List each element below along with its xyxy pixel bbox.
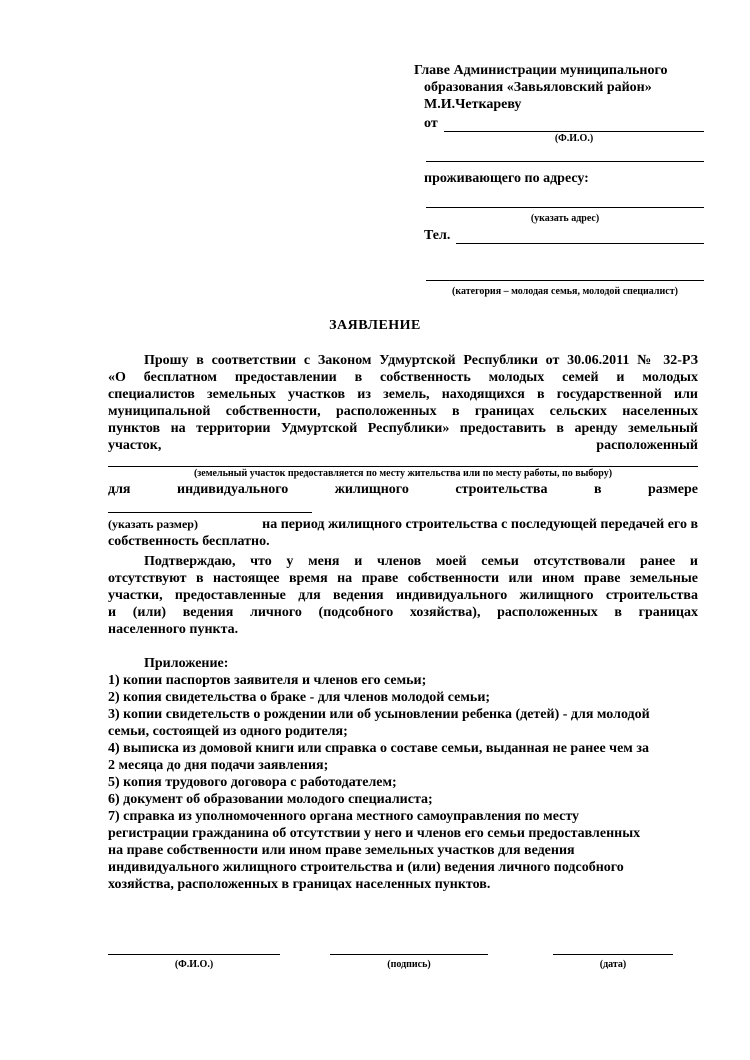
attachment-item: регистрации гражданина об отсутствии у него и членов его семьи предоставленных <box>108 826 641 841</box>
size-line-row <box>108 516 698 533</box>
purpose-word-6: размере <box>648 482 698 497</box>
addressee-line-3: М.И.Четкареву <box>424 97 522 112</box>
request-line-5: пунктов на территории Удмуртской Республики» предоставить в аренду земельный <box>108 421 698 436</box>
attachment-item: 3) копии свидетельств о рождении или об усыновлении ребенка (детей) - для молодой <box>108 707 650 722</box>
purpose-word-5: в <box>593 482 602 497</box>
attachment-label: Приложение: <box>144 656 229 671</box>
attachment-item: на праве собственности или ином праве земельных участков для ведения <box>108 843 575 858</box>
purpose-line <box>108 481 698 498</box>
from-name-field[interactable] <box>444 117 704 132</box>
confirm-line-1: Подтверждаю, что у меня и членов моей семьи отсутствовали ранее и <box>144 554 698 569</box>
document-title: ЗАЯВЛЕНИЕ <box>329 318 421 333</box>
attachment-list <box>108 672 698 893</box>
address-caption: (указать адрес) <box>530 213 600 224</box>
signature-field[interactable] <box>330 940 488 955</box>
attachment-item: 7) справка из уполномоченного органа местного самоуправления по месту <box>108 809 580 824</box>
request-line-6 <box>108 437 698 454</box>
request-line-1: Прошу в соответствии с Законом Удмуртской Республики от 30.06.2011 № 32-РЗ <box>144 353 698 368</box>
attachment-item: 1) копии паспортов заявителя и членов его семьи; <box>108 673 427 688</box>
attachment-item: 2) копия свидетельства о браке - для членов молодой семьи; <box>108 690 491 705</box>
attachment-item: семьи, состоящей из одного родителя; <box>108 724 348 739</box>
date-caption: (дата) <box>599 959 627 970</box>
located-word: расположенный <box>596 438 698 453</box>
confirm-line-5: населенного пункта. <box>108 622 239 637</box>
phone-label: Тел. <box>424 228 451 243</box>
fio-caption: (Ф.И.О.) <box>554 133 594 144</box>
purpose-word-4: строительства <box>455 482 548 497</box>
address-field[interactable] <box>426 193 704 208</box>
size-continuation: на период жилищного строительства с последующей передачей его в <box>262 517 698 532</box>
purpose-word-3: жилищного <box>334 482 409 497</box>
signature-fio-block <box>108 940 280 970</box>
confirmation-paragraph <box>108 553 698 638</box>
attachment-item: хозяйства, расположенных в границах населенных пунктов. <box>108 877 491 892</box>
addressee-line-1: Главе Администрации муниципального <box>414 63 668 78</box>
purpose-word-1: для <box>108 482 131 497</box>
request-line-3: специалистов земельных участков из земель, находящихся в государственной или <box>108 387 698 402</box>
phone-field-row <box>424 227 704 244</box>
signature-caption: (подпись) <box>387 959 431 970</box>
addressee-line-2: образования «Завьяловский район» <box>424 80 652 95</box>
addressee-block <box>414 62 704 298</box>
fio-signature-caption: (Ф.И.О.) <box>174 959 214 970</box>
attachment-item: 5) копия трудового договора с работодателем; <box>108 775 397 790</box>
category-field[interactable] <box>426 266 704 281</box>
confirm-line-2: отсутствуют в настоящее время на праве собственности или ином праве земельные <box>108 571 698 586</box>
request-line-4: муниципальной собственности, расположенных в границах сельских населенных <box>108 404 698 419</box>
category-caption: (категория – молодая семья, молодой специалист) <box>452 286 678 297</box>
from-label: от <box>424 116 438 131</box>
name-continuation-field[interactable] <box>426 147 704 162</box>
request-line-2: «О бесплатном предоставлении в собственность молодых семей и молодых <box>108 370 698 385</box>
confirm-line-4: и (или) ведения личного (подсобного хозяйства), расположенных в границах <box>108 605 698 620</box>
plot-caption: (земельный участок предоставляется по месту жительства или по месту работы, по выбору) <box>193 468 613 479</box>
attachment-item: 4) выписка из домовой книги или справка о составе семьи, выданная не ранее чем за <box>108 741 649 756</box>
date-field[interactable] <box>553 940 673 955</box>
attachment-item: 2 месяца до дня подачи заявления; <box>108 758 329 773</box>
from-field-row <box>424 115 704 132</box>
plot-location-field[interactable] <box>108 456 698 467</box>
document-body <box>108 352 698 893</box>
request-paragraph <box>108 352 698 454</box>
signature-sign-block <box>330 940 488 970</box>
residing-label: проживающего по адресу: <box>424 171 589 186</box>
attachment-item: индивидуального жилищного строительства и (или) ведения личного подсобного <box>108 860 624 875</box>
signature-date-block <box>553 940 673 970</box>
purpose-word-2: индивидуального <box>177 482 289 497</box>
size-caption: (указать размер) <box>108 517 198 531</box>
confirm-line-3: участки, предоставленные для ведения индивидуального жилищного строительства <box>108 588 698 603</box>
plot-size-field[interactable] <box>108 498 312 513</box>
plot-word: участок, <box>108 438 162 453</box>
attachment-item: 6) документ об образовании молодого специалиста; <box>108 792 433 807</box>
phone-field[interactable] <box>456 229 704 244</box>
fio-signature-field[interactable] <box>108 940 280 955</box>
size-continuation-2: собственность бесплатно. <box>108 534 270 549</box>
